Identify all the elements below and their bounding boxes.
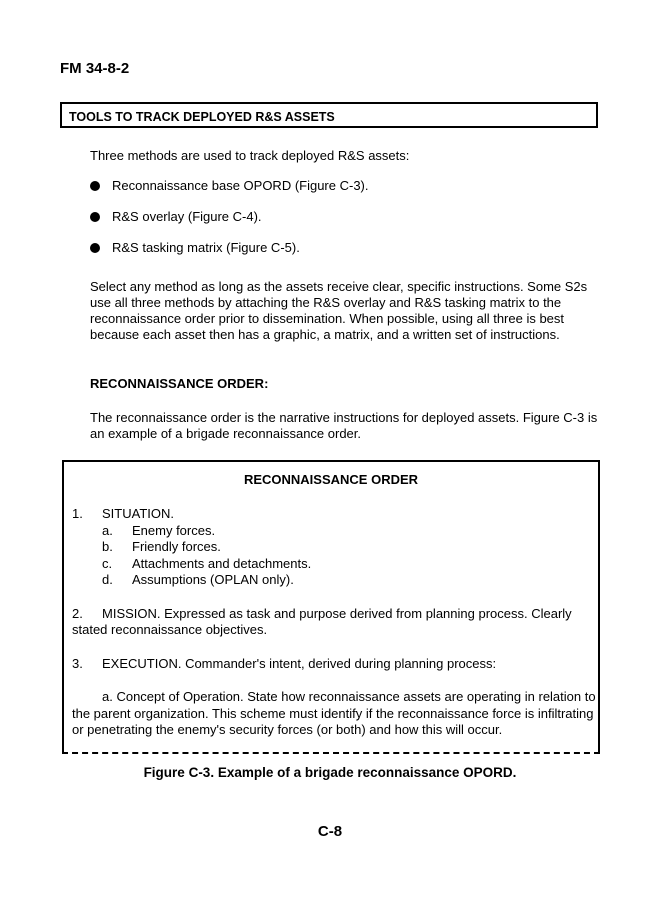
list-item <box>72 523 596 540</box>
figure-box <box>62 460 600 752</box>
situation-heading <box>72 506 596 523</box>
item-text: Assumptions (OPLAN only). <box>132 572 294 587</box>
methods-list <box>90 178 605 271</box>
item-text: Enemy forces. <box>132 522 216 538</box>
bullet-icon <box>90 212 100 222</box>
figure-title: RECONNAISSANCE ORDER <box>243 472 419 487</box>
page-number: C-8 <box>317 823 343 840</box>
methods-paragraph: Select any method as long as the assets receive clear, specific instructions. Some S2s use all three methods by attaching the R&S overlay and R&S tasking matrix to the reconnaissance order prior to dissemination. When possible, using all three is best because each asset then has a graphic, a matrix, and a written set of instructions. <box>90 279 588 342</box>
recon-order-paragraph: The reconnaissance order is the narrative instructions for deployed assets. Figure C-3 is an example of a brigade reconnaissance order. <box>90 410 598 441</box>
list-item <box>72 572 596 589</box>
bullet-icon <box>90 181 100 191</box>
mission-paragraph <box>72 606 596 639</box>
figure-cut-line <box>62 752 600 754</box>
item-letter: d. <box>102 572 113 587</box>
execution-paragraph <box>72 656 596 673</box>
item-text: Friendly forces. <box>132 539 221 554</box>
item-letter: b. <box>102 539 113 554</box>
situation-list <box>72 523 596 589</box>
situation-label: SITUATION. <box>102 506 174 521</box>
item-number: 1. <box>72 506 83 521</box>
list-item <box>72 556 596 573</box>
section-title-box <box>60 102 598 128</box>
section-title: TOOLS TO TRACK DEPLOYED R&S ASSETS <box>69 110 335 124</box>
execution-text: EXECUTION. Commander's intent, derived during planning process: <box>102 655 497 671</box>
figure-body <box>72 506 596 739</box>
item-number: 3. <box>72 655 83 671</box>
bullet-icon <box>90 243 100 253</box>
item-text: Attachments and detachments. <box>132 555 312 571</box>
list-item <box>90 209 605 225</box>
list-item <box>90 178 605 194</box>
method-label: Reconnaissance base OPORD (Figure C-3). <box>112 178 369 193</box>
item-letter: a. <box>102 522 113 538</box>
figure-caption: Figure C-3. Example of a brigade reconnaissance OPORD. <box>143 765 517 780</box>
concept-paragraph: a. Concept of Operation. State how reconnaissance assets are operating in relation to the parent organization. This scheme must identify if the reconnaissance force is infiltrating or penetrating the enemy's security forces (or both) and how this will occur. <box>72 689 596 737</box>
item-number: 2. <box>72 605 83 621</box>
intro-text: Three methods are used to track deployed R&S assets: <box>90 148 410 163</box>
mission-text: MISSION. Expressed as task and purpose derived from planning process. Clearly stated reconnaissance objectives. <box>72 605 572 637</box>
list-item <box>90 240 605 256</box>
item-letter: c. <box>102 555 113 571</box>
list-item <box>72 539 596 556</box>
method-label: R&S overlay (Figure C-4). <box>112 209 262 224</box>
method-label: R&S tasking matrix (Figure C-5). <box>112 240 300 255</box>
document-id: FM 34-8-2 <box>60 60 130 77</box>
subheading: RECONNAISSANCE ORDER: <box>90 376 269 391</box>
